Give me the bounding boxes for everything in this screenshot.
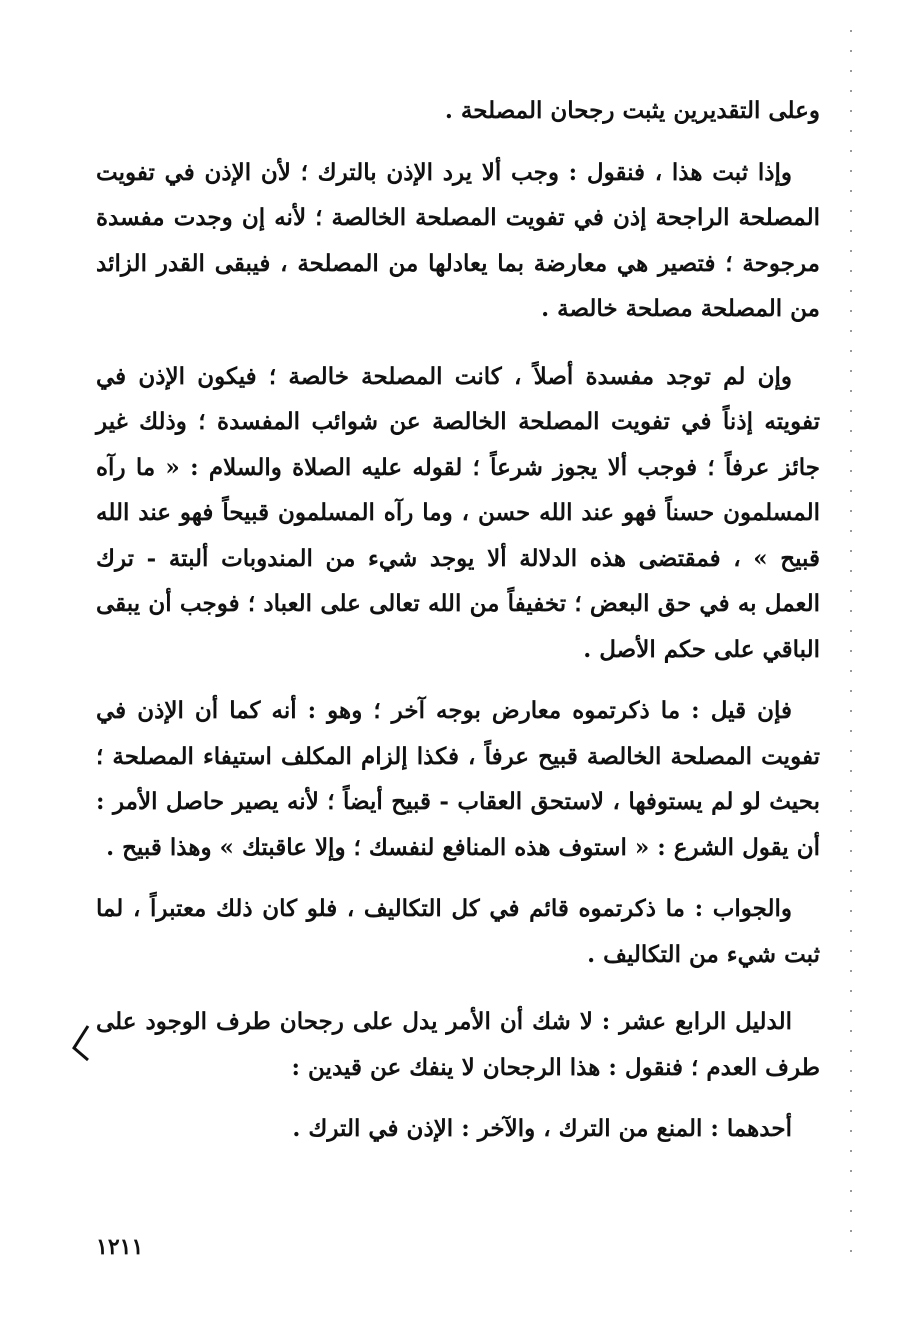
scan-dot <box>850 230 852 232</box>
scan-dot <box>850 750 852 752</box>
scan-dot <box>850 1150 852 1152</box>
scan-dot <box>850 270 852 272</box>
scan-dot <box>850 1250 852 1252</box>
scan-dot <box>850 470 852 472</box>
scan-dot <box>850 330 852 332</box>
scan-dot <box>850 730 852 732</box>
paragraph-1: وعلى التقديرين يثبت رجحان المصلحة . <box>444 97 820 124</box>
scan-dot <box>850 710 852 712</box>
scan-dot <box>850 170 852 172</box>
scan-dot <box>850 650 852 652</box>
scan-dot <box>850 590 852 592</box>
paragraph-4: فإن قيل : ما ذكرتموه معارض بوجه آخر ؛ وهو : أنه كما أن الإذن في تفويت المصلحة الخالصة قبيح عرفاً ، فكذا إلزام المكلف استيفاء المصلحة ؛ بحيث لو لم يستوفها ، لاستحق العقاب - قبيح أيضاً ؛ لأنه يصير حاصل الأمر : أن يقول الشرع : « استوف هذه المنافع لنفسك ؛ وإلا عاقبتك » وهذا قبيح . <box>96 697 820 861</box>
scan-dot <box>850 550 852 552</box>
scan-dot <box>850 770 852 772</box>
scan-dot <box>850 150 852 152</box>
scan-dot <box>850 1170 852 1172</box>
scan-dot <box>850 130 852 132</box>
paragraph-6: الدليل الرابع عشر : لا شك أن الأمر يدل على رجحان طرف الوجود على طرف العدم ؛ فنقول : هذا الرجحان لا ينفك عن قيدين : <box>96 1008 820 1081</box>
scan-dot <box>850 350 852 352</box>
scan-dot <box>850 190 852 192</box>
scan-dot <box>850 110 852 112</box>
scan-dot <box>850 1030 852 1032</box>
main-text <box>96 88 820 1152</box>
scan-dot <box>850 50 852 52</box>
scan-dot <box>850 670 852 672</box>
scan-dot <box>850 90 852 92</box>
scan-dot <box>850 310 852 312</box>
scan-dot <box>850 510 852 512</box>
paragraph-3: وإن لم توجد مفسدة أصلاً ، كانت المصلحة خالصة ؛ فيكون الإذن في تفويته إذناً في تفويت المصلحة الخالصة عن شوائب المفسدة ؛ وذلك غير جائز عرفاً ؛ فوجب ألا يجوز شرعاً ؛ لقوله عليه الصلاة والسلام : « ما رآه المسلمون حسناً فهو عند الله حسن ، وما رآه المسلمون قبيحاً فهو عند الله قبيح » ، فمقتضى هذه الدلالة ألا يوجد شيء من المندوبات ألبتة - ترك العمل به في حق البعض ؛ تخفيفاً من الله تعالى على العباد ؛ فوجب أن يبقى الباقي على حكم الأصل . <box>96 362 820 663</box>
scan-dot <box>850 430 852 432</box>
scan-dot <box>850 1090 852 1092</box>
scan-dot <box>850 290 852 292</box>
scan-dot <box>850 690 852 692</box>
scan-dot <box>850 370 852 372</box>
scan-dot <box>850 1190 852 1192</box>
scan-dot <box>850 830 852 832</box>
scan-dot <box>850 490 852 492</box>
scan-dot <box>850 790 852 792</box>
scan-dot <box>850 810 852 812</box>
margin-bracket-mark <box>66 1022 94 1064</box>
scan-dot <box>850 1050 852 1052</box>
scan-dot <box>850 870 852 872</box>
scan-dot <box>850 890 852 892</box>
page-number: ١٢١١ <box>96 1234 144 1260</box>
paragraph-5: والجواب : ما ذكرتموه قائم في كل التكاليف ، فلو كان ذلك معتبراً ، لما ثبت شيء من التكاليف . <box>96 895 820 968</box>
scan-dot <box>850 570 852 572</box>
scan-dot <box>850 530 852 532</box>
scan-dot <box>850 630 852 632</box>
scan-dot <box>850 1110 852 1112</box>
scan-dot <box>850 1070 852 1072</box>
scan-dot <box>850 250 852 252</box>
scan-dot <box>850 990 852 992</box>
scan-dot <box>850 950 852 952</box>
paragraph-2: وإذا ثبت هذا ، فنقول : وجب ألا يرد الإذن بالترك ؛ لأن الإذن في تفويت المصلحة الراجحة إذن في تفويت المصلحة الخالصة ؛ لأنه إن وجدت مفسدة مرجوحة ؛ فتصير هي معارضة بما يعادلها من المصلحة ، فيبقى القدر الزائد من المصلحة مصلحة خالصة . <box>96 158 820 322</box>
scan-dot <box>850 1010 852 1012</box>
scan-dot <box>850 210 852 212</box>
scan-dot <box>850 910 852 912</box>
scan-dot <box>850 70 852 72</box>
scan-dot <box>850 970 852 972</box>
scan-dot <box>850 450 852 452</box>
scan-dot <box>850 610 852 612</box>
scan-dot <box>850 30 852 32</box>
scan-dot <box>850 390 852 392</box>
paragraph-7: أحدهما : المنع من الترك ، والآخر : الإذن في الترك . <box>292 1115 792 1142</box>
scan-dot <box>850 850 852 852</box>
scan-edge-dots <box>850 30 854 1270</box>
scan-dot <box>850 1230 852 1232</box>
scan-dot <box>850 930 852 932</box>
scan-dot <box>850 1210 852 1212</box>
scan-dot <box>850 1130 852 1132</box>
scan-dot <box>850 410 852 412</box>
